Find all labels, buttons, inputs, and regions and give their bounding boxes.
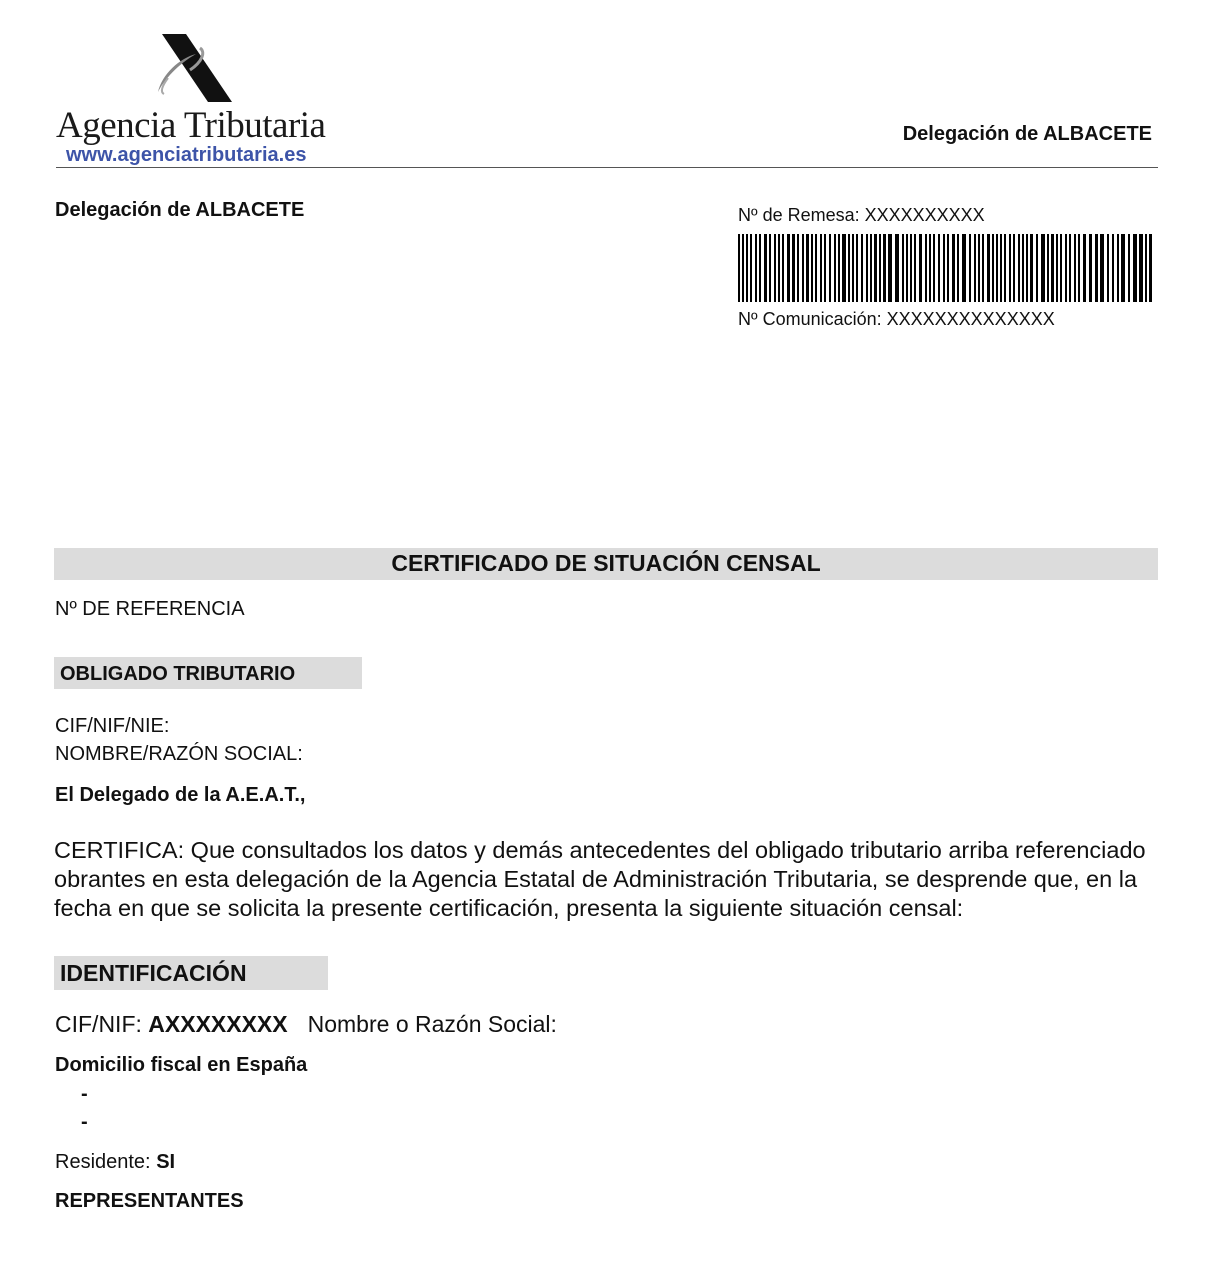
- cif-value: AXXXXXXXX: [148, 1011, 288, 1037]
- obligado-section-heading: OBLIGADO TRIBUTARIO: [54, 657, 362, 689]
- address-line: -: [81, 1083, 88, 1105]
- certification-paragraph: CERTIFICA: Que consultados los datos y demás antecedentes del obligado tributario arriba referenciado obrantes en esta delegación de la Agencia Estatal de Administración Tributaria, se desprende que, en la fecha en que se solicita la presente certificación, presenta la siguiente situación censal:: [54, 837, 1146, 921]
- obligado-cif-label: CIF/NIF/NIE:: [55, 715, 170, 737]
- sender-delegation: Delegación de ALBACETE: [55, 199, 305, 221]
- identificacion-section-heading: IDENTIFICACIÓN: [54, 956, 328, 990]
- representatives-heading: REPRESENTANTES: [55, 1190, 244, 1212]
- resident-label: Residente:: [55, 1151, 151, 1173]
- company-name-label: Nombre o Razón Social:: [307, 1011, 557, 1037]
- agency-website-link[interactable]: www.agenciatributaria.es: [66, 144, 307, 166]
- cif-label: CIF/NIF:: [55, 1011, 142, 1037]
- resident-row: [55, 1148, 175, 1176]
- address-line: -: [81, 1111, 88, 1133]
- remesa-number: Nº de Remesa: XXXXXXXXXX: [738, 205, 985, 225]
- agency-name: Agencia Tributaria: [56, 105, 326, 146]
- signatory-line: El Delegado de la A.E.A.T.,: [55, 784, 306, 806]
- identification-row: [55, 1009, 557, 1039]
- domicilio-heading: Domicilio fiscal en España: [55, 1054, 308, 1076]
- document-title: CERTIFICADO DE SITUACIÓN CENSAL: [54, 548, 1158, 580]
- barcode-icon: [738, 234, 1152, 302]
- obligado-name-label: NOMBRE/RAZÓN SOCIAL:: [55, 743, 303, 765]
- aeat-logo-icon: [150, 34, 236, 104]
- communication-number: Nº Comunicación: XXXXXXXXXXXXXX: [738, 309, 1055, 329]
- resident-value: SI: [156, 1151, 176, 1173]
- header-divider: [56, 167, 1158, 168]
- header-delegation: Delegación de ALBACETE: [902, 123, 1152, 145]
- reference-number-label: Nº DE REFERENCIA: [55, 598, 245, 620]
